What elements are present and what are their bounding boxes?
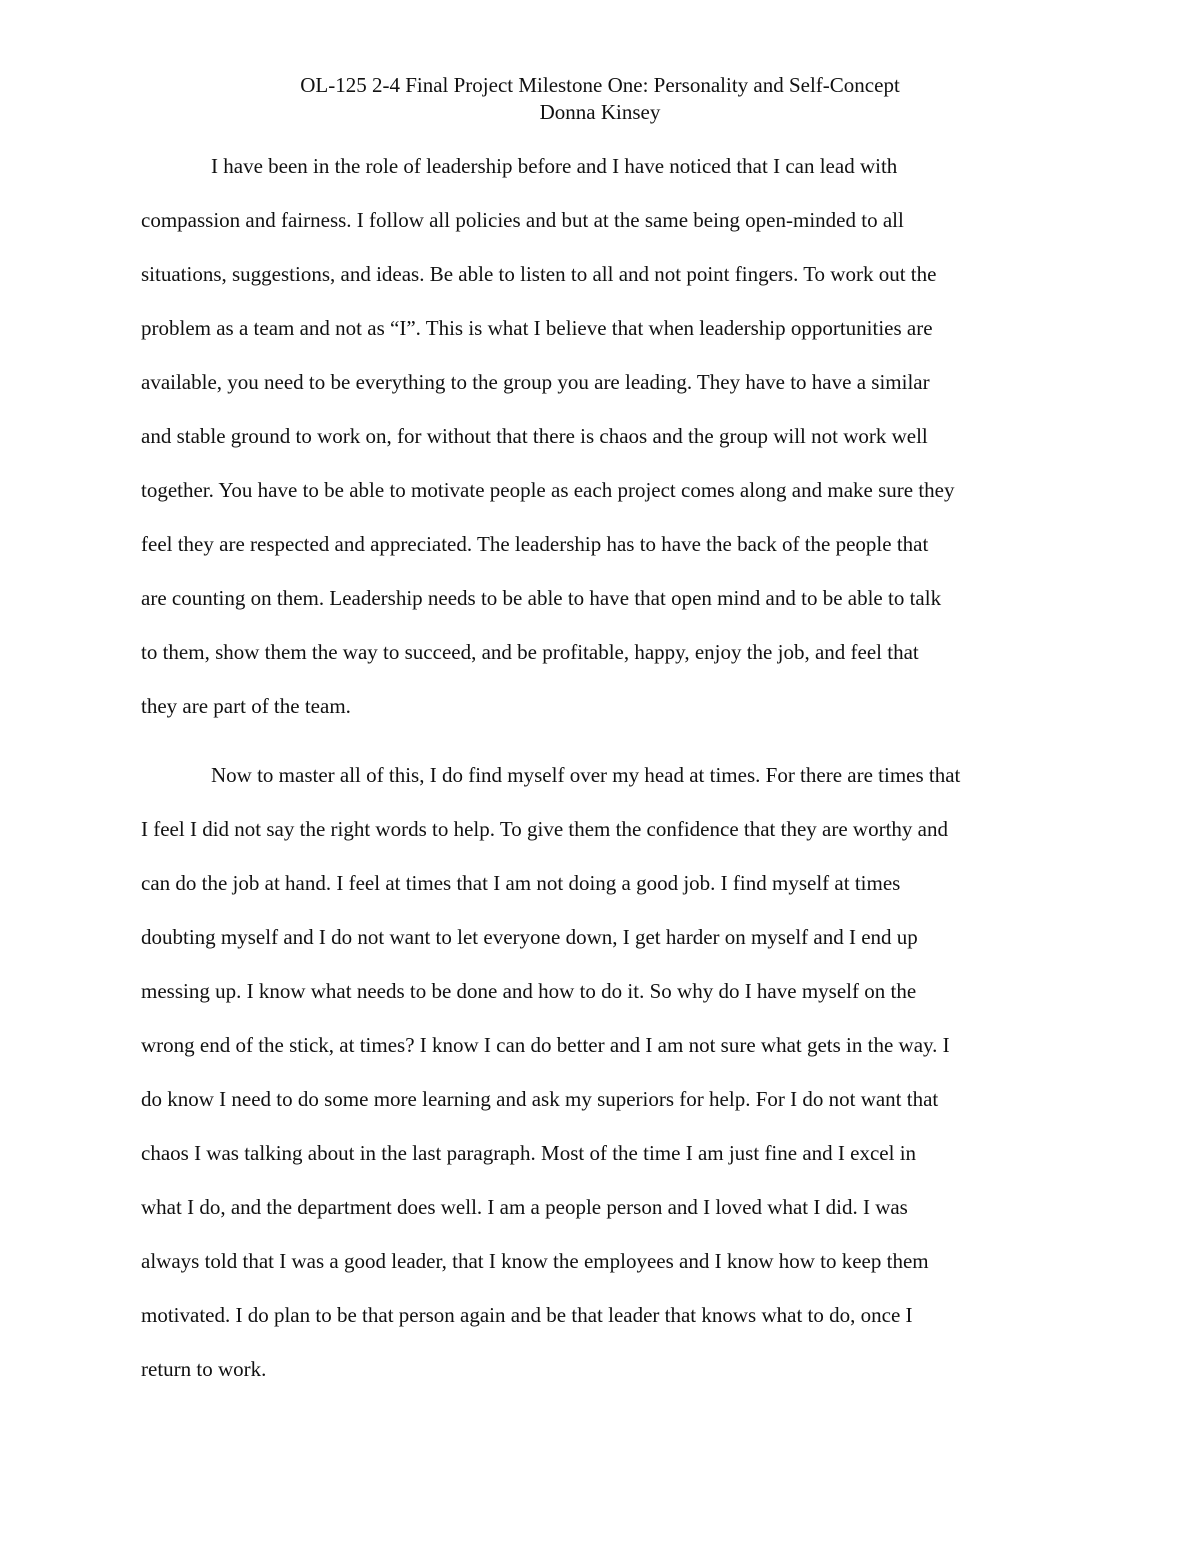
paragraph-line: do know I need to do some more learning and ask my superiors for help. For I do not want that	[141, 1087, 939, 1111]
paragraph-line: always told that I was a good leader, that I know the employees and I know how to keep them	[141, 1249, 929, 1273]
author-name: Donna Kinsey	[539, 100, 661, 124]
paragraph-line: what I do, and the department does well. I am a people person and I loved what I did. I was	[141, 1195, 908, 1219]
paragraph-line: can do the job at hand. I feel at times that I am not doing a good job. I find myself at times	[141, 871, 901, 895]
paragraph-line: feel they are respected and appreciated. The leadership has to have the back of the people that	[141, 532, 929, 556]
paragraph-line: situations, suggestions, and ideas. Be able to listen to all and not point fingers. To work out the	[141, 262, 937, 286]
paragraph-line: and stable ground to work on, for without that there is chaos and the group will not work well	[141, 424, 928, 448]
paragraph-line: motivated. I do plan to be that person again and be that leader that knows what to do, once I	[141, 1303, 913, 1327]
paragraph-line: available, you need to be everything to the group you are leading. They have to have a similar	[141, 370, 930, 394]
paragraph-line: compassion and fairness. I follow all policies and but at the same being open-minded to all	[141, 208, 904, 232]
paragraph-line: I feel I did not say the right words to help. To give them the confidence that they are worthy and	[141, 817, 948, 841]
document-title: OL-125 2-4 Final Project Milestone One: Personality and Self-Concept	[300, 73, 900, 97]
paragraph-line: chaos I was talking about in the last paragraph. Most of the time I am just fine and I excel in	[141, 1141, 917, 1165]
paragraph-line: they are part of the team.	[141, 694, 351, 718]
paragraph-line: wrong end of the stick, at times? I know I can do better and I am not sure what gets in the way. I	[141, 1033, 950, 1057]
body-paragraph-2	[141, 762, 1061, 1410]
paragraph-line: messing up. I know what needs to be done and how to do it. So why do I have myself on the	[141, 979, 917, 1003]
paragraph-line: Now to master all of this, I do find myself over my head at times. For there are times that	[211, 763, 961, 787]
paragraph-line: to them, show them the way to succeed, and be profitable, happy, enjoy the job, and feel that	[141, 640, 919, 664]
paragraph-line: I have been in the role of leadership before and I have noticed that I can lead with	[211, 154, 898, 178]
paragraph-line: are counting on them. Leadership needs to be able to have that open mind and to be able to talk	[141, 586, 942, 610]
paragraph-line: doubting myself and I do not want to let everyone down, I get harder on myself and I end up	[141, 925, 918, 949]
paragraph-line: return to work.	[141, 1357, 267, 1381]
body-paragraph-1	[141, 153, 1061, 747]
paragraph-line: together. You have to be able to motivate people as each project comes along and make sure they	[141, 478, 955, 502]
paragraph-line: problem as a team and not as “I”. This is what I believe that when leadership opportunities are	[141, 316, 933, 340]
